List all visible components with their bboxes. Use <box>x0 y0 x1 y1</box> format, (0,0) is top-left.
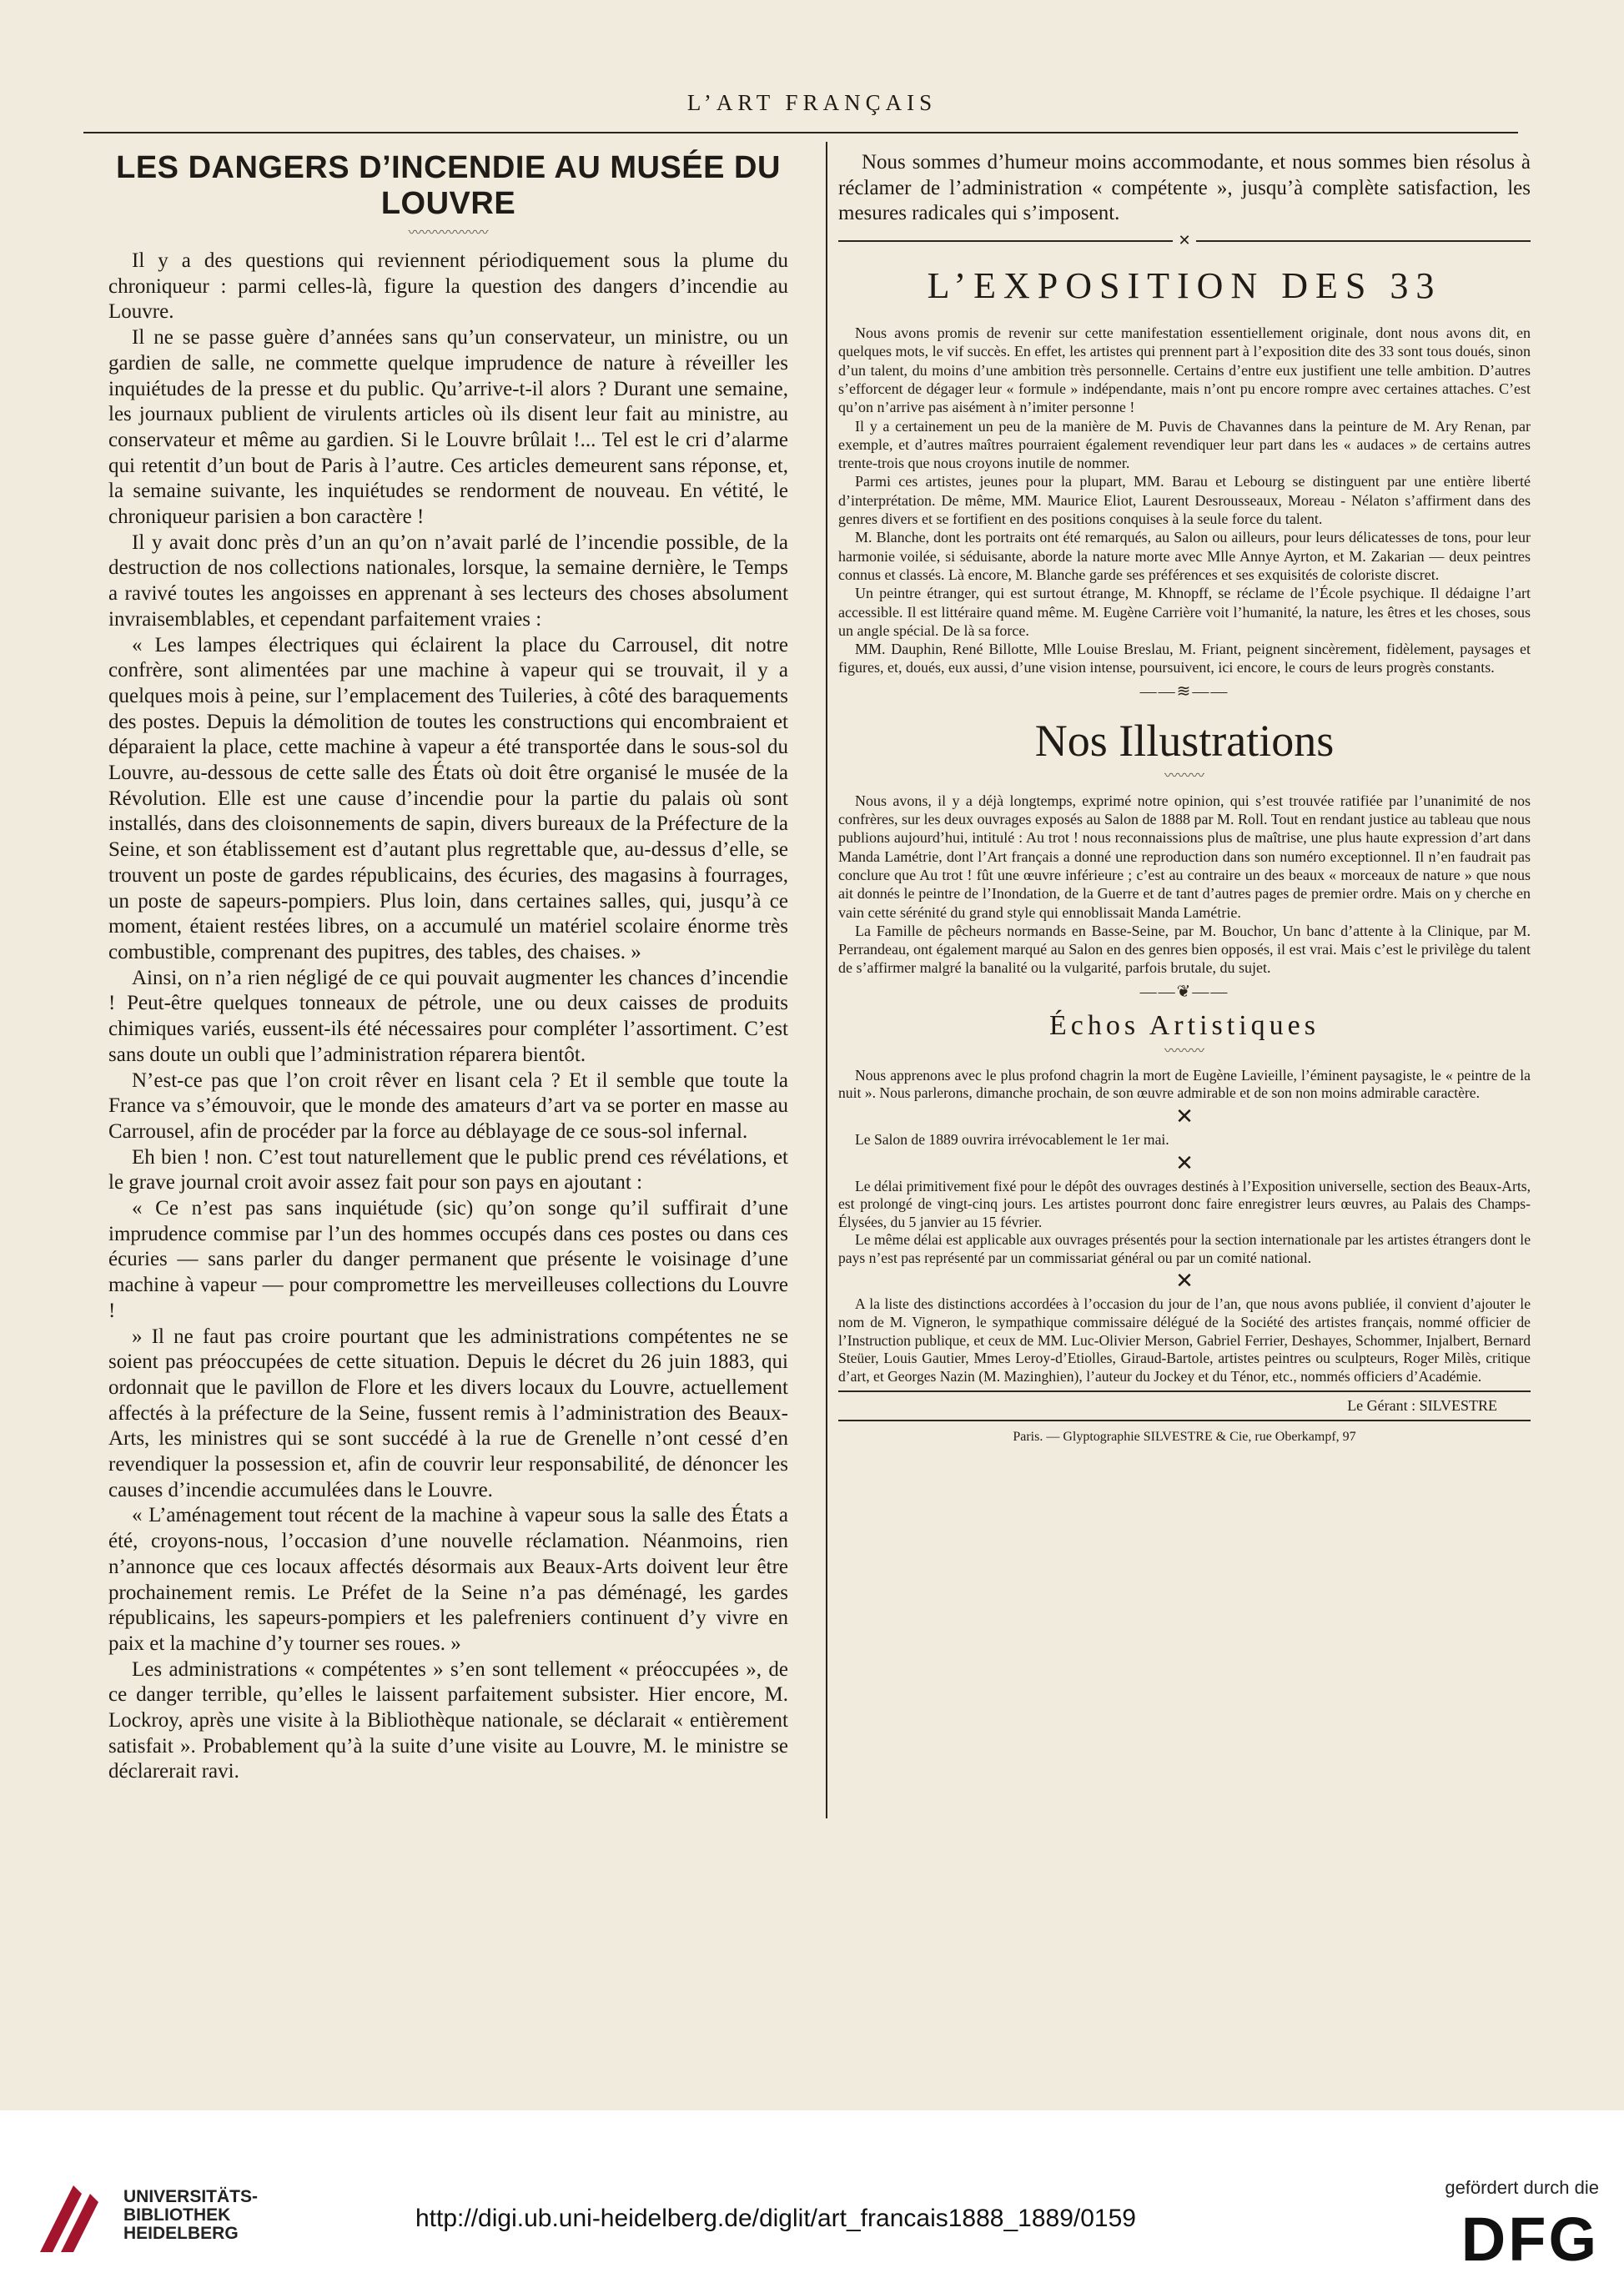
section-ornament: ——❦—— <box>1139 982 1229 1001</box>
left-column <box>108 150 788 1785</box>
paragraph: Nous avons, il y a déjà longtemps, exprimé notre opinion, qui s’est trouvée ratifiée par l’unanimité de nos confrères, sur les deux ouvrages exposés au Salon de 1888 par M. Roll. Tout en rendant justice au tableau que nous publions aujourd’hui, intitulé : Au trot ! nous reconnaissions plus de maîtrise, une plus haute expression d’art dans Manda Lamétrie, dont l’Art français a donné une reproduction dans son numéro exceptionnel. Il n’en faudrait pas conclure que Au trot ! fût une œuvre inférieure ; c’est au contraire un des beaux « morceaux de nature » que nous ait donnés le peintre de l’Inondation, de la Guerre et de tant d’autres pages de premier ordre. Mais on y cherche en vain cette sérénité du grand style qui ennoblissait Manda Lamétrie. <box>838 792 1531 921</box>
paragraph: La Famille de pêcheurs normands en Basse-Seine, par M. Bouchor, Un banc d’attente à la Clinique, par M. Perrandeau, ont également marqué au Salon en des genres bien opposés, il est vrai. Mais c’est le privilège du talent de s’affirmer malgré la banalité ou la vulgarité, parfois brutale, du sujet. <box>838 922 1531 977</box>
dfg-logo: DFG <box>1461 2205 1599 2274</box>
paragraph: N’est-ce pas que l’on croit rêver en lisant cela ? Et il semble que toute la France va s’émouvoir, que le monde des amateurs d’art va se porter en masse au Carrousel, afin de procéder par la force au déblayage de ce sous-sol infernal. <box>108 1069 788 1143</box>
paragraph: Le Salon de 1889 ouvrira irrévocablement le 1er mai. <box>855 1130 1169 1148</box>
paragraph: Les administrations « compétentes » s’en sont tellement « préoccupées », de ce danger terrible, qu’elles le laissent parfaitement subsister. Hier encore, M. Lockroy, après une visite à la Bibliothèque nationale, se déclarait « entièrement satisfait ». Probablement qu’à la suite d’une visite au Louvre, M. le ministre se déclarerait ravi. <box>108 1657 788 1783</box>
paragraph: « Ce n’est pas sans inquiétude (sic) qu’on songe qu’il suffirait d’une imprudence commise par l’un des hommes occupés dans ces postes ou dans ces écuries — sans parler du danger permanent que présente le voisinage d’une machine à vapeur — pour compromettre les merveilleuses collections du Louvre ! <box>108 1197 788 1322</box>
digitization-footer <box>0 2110 1624 2278</box>
title-ornament: 〰〰〰 <box>1164 1043 1204 1059</box>
paragraph: Nous avons promis de revenir sur cette manifestation essentiellement originale, dont nous avons dit, en quelques mots, le vif succès. En effet, les artistes qui prennent part à l’exposition dite des 33 sont tous doués, sinon d’un talent, du moins d’une ambition très personnelle. Certains d’entre eux justifient une telle ambition. D’autres s’efforcent de dégager leur « formule » indépendante, mais n’ont pu encore rompre avec certaines attaches. C’est qu’on n’arrive pas aisément à n’imiter personne ! <box>838 324 1531 416</box>
paragraph: Le même délai est applicable aux ouvrages présentés pour la section internationale par les artistes étrangers dont le pays n’est pas représenté par un commissariat général ou par un comité national. <box>838 1231 1531 1266</box>
article-title-louvre: LES DANGERS D’INCENDIE AU MUSÉE DU LOUVRE <box>116 150 781 221</box>
paragraph: Parmi ces artistes, jeunes pour la plupart, MM. Barau et Lebourg se distinguent par une entière liberté d’interprétation. De même, MM. Maurice Eliot, Laurent Desrousseaux, Moreau - Nélaton s’affirment dans des genres divers et se fortifient en des positions conquises à la seule force du talent. <box>838 473 1531 528</box>
running-head: L’ART FRANÇAIS <box>686 90 938 115</box>
section-ornament: ——≋—— <box>1139 681 1229 701</box>
paragraph: » Il ne faut pas croire pourtant que les administrations compétentes ne se soient pas préoccupées de cette situation. Depuis le décret du 26 juin 1883, qui ordonnait que le pavillon de Flore et les divers locaux du Louvre, actuellement affectés à la préfecture de la Seine, fussent remis à l’administration des Beaux-Arts, les ministres qui se sont succédé à la rue de Grenelle n’ont cessé d’en revendiquer la possession et, afin de couvrir leur responsabilité, de dénoncer les causes d’incendie accumulées dans le Louvre. <box>108 1325 788 1501</box>
item-separator-icon: ✕ <box>1175 1104 1194 1129</box>
section-title-illustrations: Nos Illustrations <box>1034 715 1335 766</box>
paragraph: Il y a certainement un peu de la manière de M. Puvis de Chavannes dans la peinture de M. Ary Renan, par exemple, et d’autres maîtres pourraient également revendiquer leur part dans les « audaces » de certains autres trente-trois que nous croyons inutile de nommer. <box>838 417 1531 472</box>
bottom-rule <box>838 1390 1531 1392</box>
article-body-illustrations <box>838 792 1531 978</box>
paragraph: « Les lampes électriques qui éclairent la place du Carrousel, dit notre confrère, sont alimentées par une machine à vapeur qui se trouvait, il y a quelques mois à peine, sur l’emplacement des Tuileries, à côté des baraquements des postes. Depuis la démolition de toutes les constructions qui encombraient et déparaient la place, cette machine à vapeur a été transportée dans le sous-sol du Louvre, au-dessous de cette salle des États où doit être organisé le musée de la Révolution. Elle est une cause d’incendie pour la partie du palais où sont installés, dans des cloisonnements de sapin, divers bureaux de la Préfecture de la Seine, et son établissement est d’autant plus regrettable que, au-dessus d’elle, se trouvent un poste de gardes républicains, des écuries, des magasins à fourrages, un poste de sapeurs-pompiers. Plus loin, dans certaines salles, qui, jusqu’à ce moment, étaient restées libres, on a accumulé un matériel scolaire énorme très combustible, comprenant des pupitres, des tables, des chaises. » <box>108 633 788 963</box>
title-ornament: 〰〰〰〰〰〰 <box>408 226 489 240</box>
paragraph: Il ne se passe guère d’années sans qu’un conservateur, un ministre, ou un gardien de salle, ne commette quelque imprudence de nature à réveiller les inquiétudes de la presse et du public. Qu’arrive-t-il alors ? Durant une semaine, les journaux publient de virulents articles où ils disent leur fait au ministre, au conservateur et même au gardien. Si le Louvre brûlait !... Tel est le cri d’alarme qui retentit d’un bout de Paris à l’autre. Ces articles demeurent sans réponse, et, la semaine suivante, les inquiétudes se rendorment de nouveau. En vétité, le chroniqueur parisien a bon caractère ! <box>108 326 788 529</box>
paragraph: Ainsi, on n’a rien négligé de ce qui pouvait augmenter les chances d’incendie ! Peut-être quelques tonneaux de pétrole, une ou deux caisses de produits chimiques variés, eussent-ils été nécessaires pour compléter l’assortiment. C’est sans doute un oubli que l’administration réparera bientôt. <box>108 966 788 1066</box>
article-body-exposition <box>838 324 1531 677</box>
section-divider: ✕ <box>838 232 1531 249</box>
paragraph: A la liste des distinctions accordées à l’occasion du jour de l’an, que nous avons publiée, il convient d’ajouter le nom de M. Vigneron, le sympathique commissaire délégué de la Société des artistes français, nommé officier de l’Instruction publique, et ceux de MM. Luc-Olivier Merson, Gabriel Ferrier, Deshayes, Schommer, Injalbert, Bernard Steüer, Louis Gautier, Mmes Leroy-d’Etiolles, Giraud-Bartole, artistes peintres ou sculpteurs, Roger Milès, critique d’art, et Georges Nazin (M. Mazinghien), l’auteur du Jockey et du Ténor, etc., nommés officiers d’Académie. <box>838 1295 1531 1385</box>
bottom-rule <box>838 1420 1531 1421</box>
library-name: UNIVERSITÄTS- BIBLIOTHEK HEIDELBERG <box>123 2187 259 2243</box>
paragraph: Il y a des questions qui reviennent périodiquement sous la plume du chroniqueur : parmi celles-là, figure la question des dangers d’incendie au Louvre. <box>108 249 788 324</box>
printer-imprint: Paris. — Glyptographie SILVESTRE & Cie, rue Oberkampf, 97 <box>1013 1430 1356 1445</box>
paragraph: Le délai primitivement fixé pour le dépôt des ouvrages destinés à l’Exposition universelle, section des Beaux-Arts, est prolongé de vingt-cinq jours. Les artistes pourront donc faire enregistrer leurs œuvres, au Palais des Champs-Élysées, du 5 janvier au 15 février. <box>838 1177 1531 1230</box>
paragraph: Il y avait donc près d’un an qu’on n’avait parlé de l’incendie possible, de la destruction de nos collections nationales, lorsque, la semaine dernière, le Temps a ravivé toutes les angoisses en apprenant à ses lecteurs des choses absolument invraisemblables, et cependant parfaitement vraies : <box>108 531 788 631</box>
gerant-signature: Le Gérant : SILVESTRE <box>1347 1397 1497 1415</box>
university-logo-icon <box>32 2177 107 2260</box>
item-separator-icon: ✕ <box>1175 1269 1194 1294</box>
section-title-echos: Échos Artistiques <box>1049 1009 1320 1041</box>
paragraph: Un peintre étranger, qui est surtout étrange, M. Khnopff, se réclame de l’École psychique. Il dédaigne l’art accessible. Il est littéraire quand même. M. Eugène Carrière voit l’humanité, la nature, les êtres et les choses, sous un angle spécial. De là sa force. <box>838 585 1531 639</box>
right-column <box>838 150 1531 1445</box>
funding-note: gefördert durch die <box>1445 2177 1599 2198</box>
title-ornament: 〰〰〰 <box>1164 768 1204 783</box>
article-body-louvre <box>108 249 788 1785</box>
paragraph: M. Blanche, dont les portraits ont été remarqués, au Salon ou ailleurs, pour leurs délicatesses de tons, pour leur harmonie voilée, si séduisante, aborde la nature morte avec Mlle Annye Ayrton, et M. Zakarian — deux peintres connus et classés. Là encore, M. Blanche garde ses préférences et ses exquisités de coloriste discret. <box>838 529 1531 583</box>
paragraph: MM. Dauphin, René Billotte, Mlle Louise Breslau, M. Friant, peignent sincèrement, fidèlement, paysages et figures, et, doués, eux aussi, d’une vision intense, poursuivent, ici encore, le cours de leurs progrès constants. <box>838 641 1531 676</box>
article-body-echos <box>838 1067 1531 1386</box>
paragraph: Eh bien ! non. C’est tout naturellement que le public prend ces révélations, et le grave journal croit avoir assez fait pour son pays en ajoutant : <box>108 1145 788 1194</box>
column-rule <box>826 142 827 1818</box>
paragraph: Nous sommes d’humeur moins accommodante, et nous sommes bien résolus à réclamer de l’administration « compétente », jusqu’à complète satisfaction, les mesures radicales qui s’imposent. <box>838 151 1531 225</box>
header-rule <box>83 132 1518 133</box>
article-conclusion <box>838 150 1531 227</box>
paragraph: Nous apprenons avec le plus profond chagrin la mort de Eugène Lavieille, l’éminent paysagiste, le « peintre de la nuit ». Nous parlerons, dimanche prochain, de son œuvre admirable et de son non moins admirable caractère. <box>838 1066 1531 1102</box>
section-title-exposition: L’EXPOSITION DES 33 <box>927 265 1442 307</box>
item-separator-icon: ✕ <box>1175 1150 1194 1175</box>
permalink[interactable]: http://digi.ub.uni-heidelberg.de/diglit/art_francais1888_1889/0159 <box>415 2205 1136 2232</box>
paragraph: « L’aménagement tout récent de la machine à vapeur sous la salle des États a été, croyons-nous, l’occasion d’une nouvelle réclamation. Néanmoins, rien n’annonce que ces locaux affectés désormais aux Beaux-Arts doivent leur être prochainement remis. Le Préfet de la Seine n’a pas déménagé, les gardes républicains, les sapeurs-pompiers et les palefreniers continuent d’y vivre en paix et la machine d’y tourner ses roues. » <box>108 1504 788 1655</box>
